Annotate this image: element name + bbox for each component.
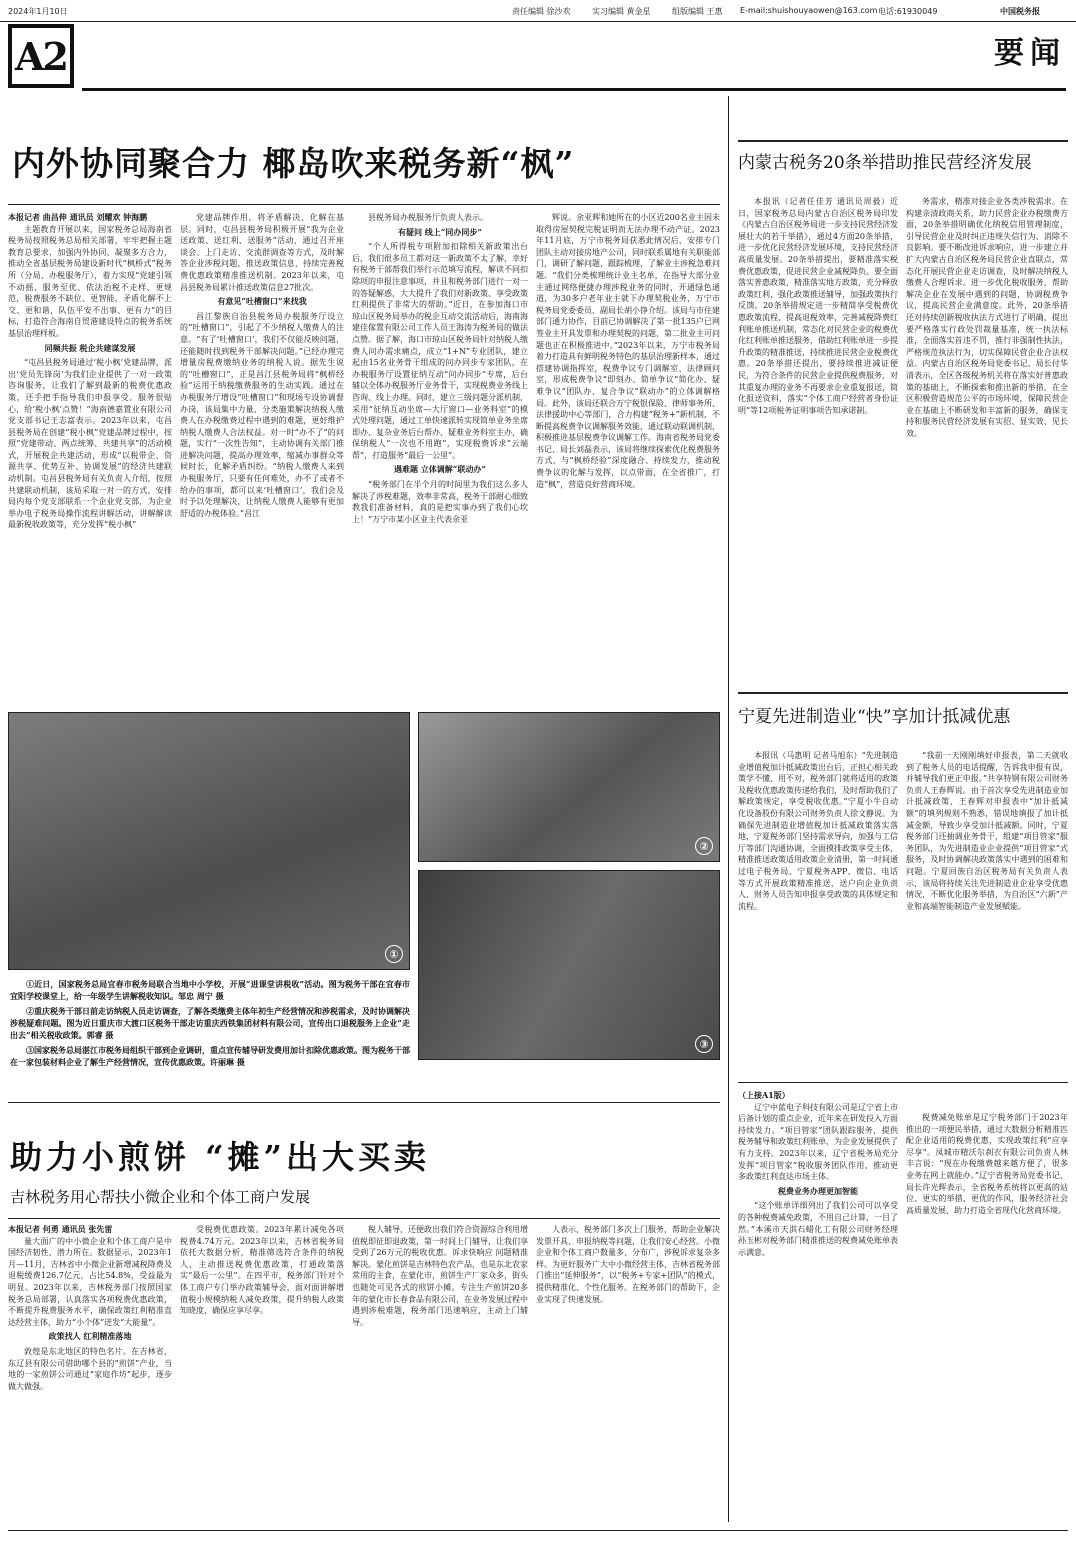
nmg-column-1 [738,196,898,684]
page-header [0,0,1076,22]
jilin-subhead: 政策找人 红利精准落地 [48,1331,132,1342]
nx-rule [738,692,1068,694]
header-phone: 电话:61930049 [878,7,938,16]
main-headline: 内外协同聚合力 椰岛吹来税务新“枫” [12,144,575,183]
top-rule [82,88,1066,91]
cont-subhead: 税费业务办理更加智能 [778,1185,858,1196]
photo-number: ② [695,837,713,855]
main-rule [8,204,720,205]
jilin-headline: 助力小煎饼 “摊”出大买卖 [10,1138,430,1176]
main-subhead: 遇难题 立体调解“联动办” [394,464,486,475]
cont-tag: （上接A1版） [738,1090,790,1100]
main-column-1 [8,212,172,702]
nx-paragraph: “我前一天刚刚填好申报表，第二天就收到了税务人员的电话提醒，告诉我申报有误，并辅导我们更正申报。”共享特钢有限公司财务负责人王春辉说。由于首次享受先进制造业加计抵减政策，王春辉对申报表中“加计抵减额”的填列规则不熟悉，错误地填报了加计抵减金额，导致少享受加计抵减额。同时，宁夏税务部门还抽调业务骨干，组建“项目管家”服务团队，为先进制造业企业提供“项目管家”式服务，及时协调解决政策落实中遇到的困难和问题。宁夏回族自治区税务局有关负责人表示，该局将持续关注先进制造业企业享受优惠情况，不断优化服务举措，为自治区“六新”产业和高端智能制造产业发展赋能。 [906,751,1068,911]
photo-factory-visit [418,712,720,862]
main-byline: 本报记者 曲昌伸 通讯员 刘耀欢 钟海鹏 [8,212,148,222]
header-designer: 组版编辑 王惠 [672,7,723,16]
jilin-column-3 [352,1224,528,1522]
section-title: 要闻 [994,36,1066,71]
cont-paragraph: 辽宁中蓝电子科技有限公司是辽宁省上市后备计划的重点企业，近年来在研发投入方面持续发力。“项目管家”团队跟踪服务，提供税务辅导和政策红利账单，为企业发展提供了有力支持。2023年以来，辽宁省税务局充分发挥“项目管家”税收服务团队作用，推动更多政策红利直达市场主体。 [738,1102,898,1182]
nx-headline: 宁夏先进制造业“快”享加计抵减优惠 [738,707,1011,727]
photo-caption: ①近日，国家税务总局宜春市税务局联合当地中小学校，开展“进课堂讲税收”活动。图为税务干部在宜春市宜阳学校课堂上，给一年级学生讲解税收知识。邹忠 周宁 摄 [10,979,410,1001]
jilin-column-1 [8,1224,172,1522]
photo-caption: ②重庆税务干部日前走访纳税人员走访调查，了解各类缴费主体年初生产经营情况和涉税需求，及时协调解决涉税疑难问题。图为近日重庆市大渡口区税务干部走访重庆西铁集团材料有限公司，宣传出口退税服务上企业“走出去”相关税收政策。郭睿 摄 [10,1006,410,1040]
jilin-rule [8,1218,720,1219]
main-paragraph: 昌江黎族自治县税务局办税服务厅设立的“吐槽窗口”，引起了不少纳税人缴费人的注意。“有了‘吐槽窗口’，我们不仅能反映问题，还能随时找到税务干部解决问题。”已经办理完增量房税费缴纳业务的纳税人说。据先生说的“吐槽窗口”，正是昌江县税务局将“枫桥经验”运用于纳税缴费服务的生动实践。通过在办税服务厅增设“吐槽窗口”和现场专设协调督办岗，该局集中力量、分类施策解决纳税人缴费人在办税缴费过程中遇到的难题，更好维护纳税人缴费人合法权益。对一时“办不了”的问题，实行“一次性告知”，主动协调有关部门推进解决问题，提高办理效率，缩减办事群众等候时长，化解矛盾纠纷。“纳税人缴费人来到办税服务厅，只要有任何难处，办不了或者不给办的事项，都可以来‘吐槽窗口’，我们会及时予以处理解决，让纳税人缴费人能够有更加舒适的办税体验。”昌江 [180,311,344,518]
main-column-4 [536,212,720,702]
main-paragraph: 辉说。余亚辉和她所在的小区近200名业主因未取得房屋契税完税证明而无法办理不动产证。2023年11月底，万宁市税务局获悉此情况后，安排专门团队主动对接房地产公司，同时联系属地有关职能部门，调研了解问题，跟踪梳理，了解业主涉税急难问题。“我们分类梳理统计业主名单，在指导大部分业主通过网络便捷办理涉税业务的同时，开通绿色通道，为30多户老年业主就下办理契税业务，万宁市税务局党委委员、副局长胡小铮介绍。该局与市住建部门通力协作，目前已协调解决了第一批135户已网签业主开具发票和办理契税的问题，第二批业主可问题也正在积极推进中。”2023年以来，万宁市税务局着力打造具有鲜明税务特色的基层治理新样本，通过搭建协调指挥室，税费争议专门调解室、法律顾问室，形成税费争议“即刻办、简单争议“简化办、疑难争议“团队办、复合争议“联动办”的立体调解格局。此外，该局还联合万宁税银保险、律师事务所、法律援助中心等部门，合力构建“税务+”新机制，不断提高税费争议调解服务效能，通过联动联调机制，积极推进基层税费争议调解工作。海南省税务局党委书记、局长刘磊表示，该局将继续探索优化税费服务方式，与“枫桥经验”深度融合、持续发力，推动税费争议的化解与发挥，以点带面，在全省推广，打造“枫”，营造良好营商环境。 [536,213,720,489]
header-intern: 实习编辑 黄金星 [592,7,651,16]
jilin-paragraph: 量大面广的中小微企业和个体工商户是中国经济韧性、潜力所在。数据显示，2023年1月—11月，吉林省中小微企业新增减税降费及退税缓费126.7亿元，占比54.8%，受益最为明显。2023年以来，吉林税务部门按照国家税务总局部署，认真落实各项税费优惠政策，不断提升税费服务水平，确保政策红利精准直达经营主体，助力“小个体”迸发“大能量”。 [8,1236,172,1327]
main-subhead: 同频共振 税企共建谋发展 [44,342,136,353]
main-paragraph: “个人所得税专项附加扣除相关新政策出台后，我们很多员工都对这一新政策不太了解，幸好有税务干部帮我们举行示范填写流程，解读不同扣除项的申报注意事项，并且和税务部门进行一对一的答疑解惑，大大提升了我们对新政策、享受政策红利提供了非常大的帮助。”近日，在参加海口市琼山区税务局举办的税企互动交流活动后，海南海建佳傢置有限公司工作人员王海涛为税务局的做法点赞。据了解，海口市琼山区税务局针对纳税人缴费人问办需求痛点，成立“1+N”专业团队，建立起由15名业务骨干组成的问办同步专家团队，在办税服务厅设置征纳互动“问办同步”专席，后台辅以全体办税服务厅业务骨干，实现税费业务线上咨询、线上办理。同时，建立三级问题分派机制，采用“征纳互动坐席—大厅窗口—业务科室”的模式处理问题，通过工单快速派转实现简单业务坐席即办、复杂业务后台帮办、疑难业务科室主办，确保纳税人“一次也不用跑”，实现税费诉求“云端帮”，打造服务“最后一公里”。 [352,242,528,460]
photo-caption: ③国家税务总局湛江市税务局组织干部到企业调研，重点宣传辅导研发费用加计扣除优惠政策。图为税务干部在一家包装材料企业了解生产经营情况，宣传优惠政策。许丽琳 摄 [10,1045,410,1067]
header-paper: 中国税务报 [1000,7,1040,16]
photo-number: ① [385,945,403,963]
photo-enterprise-survey [418,870,720,1060]
nx-column-1 [738,750,898,1072]
main-subhead: 有疑问 线上“同办同步” [398,226,482,237]
nx-paragraph: 本报讯（马惠明 记者马旭东）“先进制造业增值税加计抵减政策出台后，正担心相关政策学不懂、用不对，税务部门就将适用的政策及税收优惠政策传递给我们，及时帮助我们了解政策规定，享受税收优惠。”宁夏小牛自动化设备股份有限公司财务负责人徐文静说。为确保先进制造业增值税加计抵减政策落实落地，宁夏税务部门坚持需求导向，加强与工信厅等部门沟通协调，全面摸排政策享受主体，精准推送政策适用政策企业清册，第一时间通过电子税务局、宁夏税务APP、微信、电话等方式开展政策精准推送，送户向企业负责人、财务人员告知申报享受政策的具体规定和流程。 [738,751,898,911]
jilin-paragraph: 敦煌是东北地区的特色名片。在吉林省，东辽县有限公司借助哪个县的“煎饼”产业，当地的一家煎饼公司通过“家庭作坊”起步，逐步做大做强。 [8,1346,172,1391]
cont-paragraph: “这个账单详细列出了我们公司可以享受的各种税费减免政策，不用自己计算，一目了然。”本溪市天淇石蜡化工有限公司财务经理孙玉彬对税务部门精准推送的税费减免账单表示满意。 [738,1201,898,1257]
nmg-headline: 内蒙古税务20条举措助推民营经济发展 [738,153,1032,173]
header-date: 2024年1月10日 [8,7,68,16]
cont-column-1 [738,1090,898,1522]
jilin-column-4 [536,1224,720,1522]
column-divider [728,96,729,1522]
main-column-2 [180,212,344,702]
nmg-paragraph: 本报讯（记者任佳芳 通讯员周毅）近日，国家税务总局内蒙古自治区税务局印发《内蒙古自治区税务局进一步支持民营经济发展壮大的若干举措》，通过4方面20条举措，进一步优化民营经济发展环境，支持民营经济高质量发展。20条举措提出，要精准落实税费优惠政策，促进民营企业减税降负。要全面落实普惠政策，精准落实地方政策，充分释放政策红利，强化政策推送辅导，加强政策执行反馈。20条举措规定进一步精简享受税费优惠政策流程，提高退税效率，完善减税降费红利账单推送机制，常态化对民营企业的税费优化红利账单推送服务，借助红利账单进一步提升政策的精准推送，持续推进民营企业税费优惠。20条举措还提出，要持续推进减证便民，为符合条件的民营企业提供税费服务，对其重复办理的业务不再要求企业重复报送，简化报送资料，落实“个体工商户经营者身份证明”等12项税务证明事项告知承诺制。 [738,197,898,415]
jilin-byline: 本报记者 何勇 通讯员 张先雷 [8,1224,113,1234]
nmg-column-2 [906,196,1068,684]
nx-column-2 [906,750,1068,1072]
jilin-column-2 [180,1224,344,1522]
jilin-paragraph: 受税费优惠政策。2023年累计减免各项税费4.74万元。2023年以来，吉林省税务局依托大数据分析，精准筛选符合条件的纳税人，主动推送税费优惠政策，打通政策落实“最后一公里”。在四平市，税务部门针对个体工商户专门举办政策辅导会，面对面讲解增值税小规模纳税人减免政策，提升纳税人政策知晓度，确保应享尽享。 [180,1225,344,1316]
main-paragraph: 党建品牌作用，将矛盾解决、化解在基层。同时，屯昌县税务局积极开展“我为企业送政策、送红利、送服务”活动，通过召开座谈会、上门走访、交流群调查等方式，及时解答企业涉税问题，推送政策信息，持续完善税费优惠政策精准推送机制。2023年以来，屯昌县税务局累计推送政策信息27批次。 [180,213,344,292]
jilin-paragraph: 人表示，税务部门多次上门服务，帮助企业解决发票开具、申报纳税等问题，让我们安心经营。小微企业和个体工商户数量多、分布广，涉税诉求复杂多样。为更好服务广大中小微经营主体，吉林省税务部门推出“延伸服务”，以“税务+专家+团队”的模式，提供精准化、个性化服务。在税务部门的帮助下，企业实现了快速发展。 [536,1225,720,1304]
main-subhead: 有意见“吐槽窗口”来找我 [217,296,307,307]
jilin-subheadline: 吉林税务用心帮扶小微企业和个体工商户发展 [10,1188,311,1206]
nmg-rule [738,140,1068,142]
main-paragraph: “屯昌县税务局通过‘税小枫’党建品牌，派出‘党员先锋岗’为我们企业提供了一对一政策咨询服务，让我们了解到最新的税费优惠政策，还手把手指导我们申报享受。服务很贴心，给‘税小枫’点赞！”海南德嘉置业有限公司党支部书记王志富表示。2023年以来，屯昌县税务局在创建“税小枫”党建品牌过程中，按照“党建带动、两点统筹、共建共享”的活动模式，开展税企共建活动，形成“以税带企、资源共享、优势互补、协调发展”的经济共建联动机制。屯昌县税务局有关负责人介绍，按照共建联动机制，该局采取一对一的方式，安排局内每个党支部联系一个企业党支部，为企业举办电子税务局操作流程讲解活动，讲解解读最新税收政策等，充分发挥“税小枫” [8,358,172,530]
cont-paragraph: 税费减免账单是辽宁税务部门于2023年推出的一项便民举措，通过大数据分析精准匹配企业适用的税费优惠，实现政策红利“应享尽享”。凤城市精沃尔刹衣有限公司负责人林丰言说：“现在办税缴费越来越方便了，很多业务在网上就能办。”辽宁省税务局党委书记、局长许光辉表示，全省税务系统将以更高的站位、更实的举措、更优的作风，服务经济社会高质量发展，助力打造全省现代化营商环境。 [906,1113,1068,1215]
bottom-rule [8,1530,1068,1531]
main-paragraph: “税务部门在半个月的时间里为我们这么多人解决了涉税难题，效率非常高，税务干部耐心细致教我们准备材料，真的是把实事办到了我们心坎上！”万宁市某小区业主代表余亚 [352,480,528,524]
header-editor: 责任编辑 徐沙欢 [512,7,571,16]
photo-number: ③ [695,1035,713,1053]
header-email: E-mail:shuishouyaowen@163.com [740,6,878,15]
main-paragraph: 主题教育开展以来，国家税务总局海南省税务局按照税务总局相关部署，牢牢把握主题教育总要求，加强内外协同、凝聚多方合力，推动全省基层税务局建设新时代“枫桥式”税务所（分局、办税服务厅），着力实现“党建引领不动摇、服务至优、依法治税不走样、更规范，税费服务不缺位、更智能，矛盾化解不上交、更和谐，队伍平安不出事、更有力”的目标，打造符合海南自贸港建设特点的税务系统基层治理样板。 [8,224,172,338]
main-column-3 [352,212,528,702]
cont-column-2 [906,1112,1068,1522]
main-paragraph: 县税务局办税服务厅负责人表示。 [368,213,488,222]
page-number: A2 [8,24,74,88]
photo-captions [10,978,410,1067]
section-rule [8,1102,720,1103]
nmg-paragraph: 务需求，精准对接企业各类涉税需求。在构建亲清政商关系，助力民营企业办税缴费方面，20条举措明确优化纳税信用管理制度，引导民营企业及时纠正违规失信行为、消除不良影响。要不断改进诉求响应，进一步建立并扩大内蒙古自治区税务局民营企业直联点，常态化开展民营企业走访调查，及时解决纳税人缴费人合理诉求。进一步优化税收服务，帮助解决企业在发展中遇到的问题，协调税费争议，提高民营企业满意度。此外，20条举措还对持续创新税收执法方式进行了明确，提出要严格落实行政处罚裁量基准，统一执法标准，全面落实首违不罚，推行非强制性执法，严格规范执法行为，切实保障民营企业合法权益。内蒙古自治区税务局党委书记、局长付华清表示，全区各级税务机关将在落实好普惠政策的基础上，不断探索和推出新的举措，在全区积极营造规范公平的市场环境，保障民营企业在基础上不断研发和丰富新的服务，确保支持和服务民营经济发展有实招、显实效、见长效。 [906,197,1068,438]
jilin-paragraph: 税人辅导，还便政出我们符合资源综合利用增值税即征即退政策，第一时间上门辅导，让我们享受到了26万元的税收优惠。诉求快响应 问题精准解决。蒙化煎饼是吉林特色农产品，也是东北农家常用的主食，在蒙化市，煎饼生产厂家众多，街头也随处可见各式的煎饼小摊。专注生产煎饼20多年的蒙化市长春食品有限公司，在业务发展过程中遇到涉税难题，税务部门迅速响应，主动上门辅导。 [352,1225,528,1327]
photo-classroom [8,712,410,970]
cont-rule [738,1082,1068,1083]
